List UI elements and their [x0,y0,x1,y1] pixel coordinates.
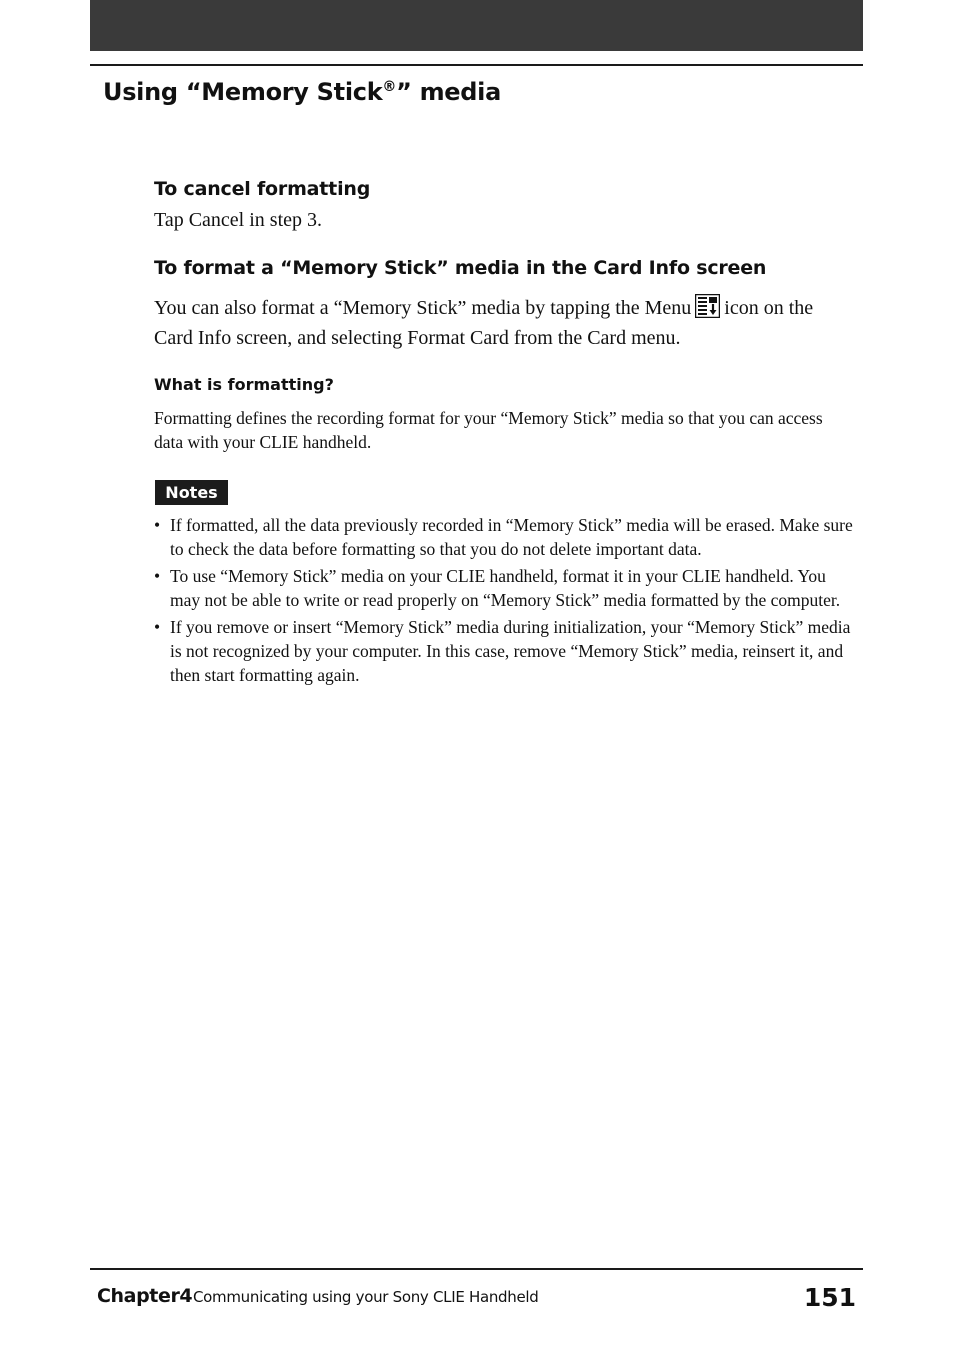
menu-icon [695,294,720,318]
page-title-end: ” media [396,78,501,106]
notes-list [154,513,854,690]
what-is-formatting-heading: What is formatting? [154,375,334,394]
note-item [154,615,854,687]
note-text: To use “Memory Stick” media on your CLIE handheld, format it in your CLIE handheld. You may not be able to write or read properly on “Memory Stick” media formatted by the computer. [170,566,841,610]
card-info-text [154,293,854,353]
cancel-formatting-text: Tap Cancel in step 3. [154,209,322,231]
note-text: If formatted, all the data previously recorded in “Memory Stick” media will be erased. Make sure to check the data before formatting so that you do not delete important data. [170,515,853,559]
bullet: • [154,617,161,637]
card-info-text-part1: You can also format a “Memory Stick” media by tapping the Menu [154,297,692,319]
card-info-heading: To format a “Memory Stick” media in the Card Info screen [154,257,767,279]
footer-chapter: Chapter4 [97,1285,193,1307]
cancel-formatting-heading: To cancel formatting [154,178,371,200]
registered-mark: ® [382,79,397,95]
header-bar [90,0,863,51]
footer-description: Communicating using your Sony CLIE Handheld [193,1288,539,1306]
page-number: 151 [803,1283,856,1312]
card-info-text-part2: icon on the Card Info screen, and selecting Format Card from the Card menu. [154,297,814,349]
note-text: If you remove or insert “Memory Stick” media during initialization, your “Memory Stick” media is not recognized by your computer. In this case, remove “Memory Stick” media, reinsert it, and then start formatting again. [170,617,851,685]
page-title-main: Using “Memory Stick [103,78,383,106]
note-item [154,564,854,612]
header-rule [90,64,863,66]
page-title [103,74,501,110]
bullet: • [154,515,161,535]
what-is-formatting-text: Formatting defines the recording format for your “Memory Stick” media so that you can access data with your CLIE handheld. [154,408,823,452]
bullet: • [154,566,161,586]
note-item [154,513,854,561]
notes-badge: Notes [155,480,228,505]
footer-rule [90,1268,863,1270]
